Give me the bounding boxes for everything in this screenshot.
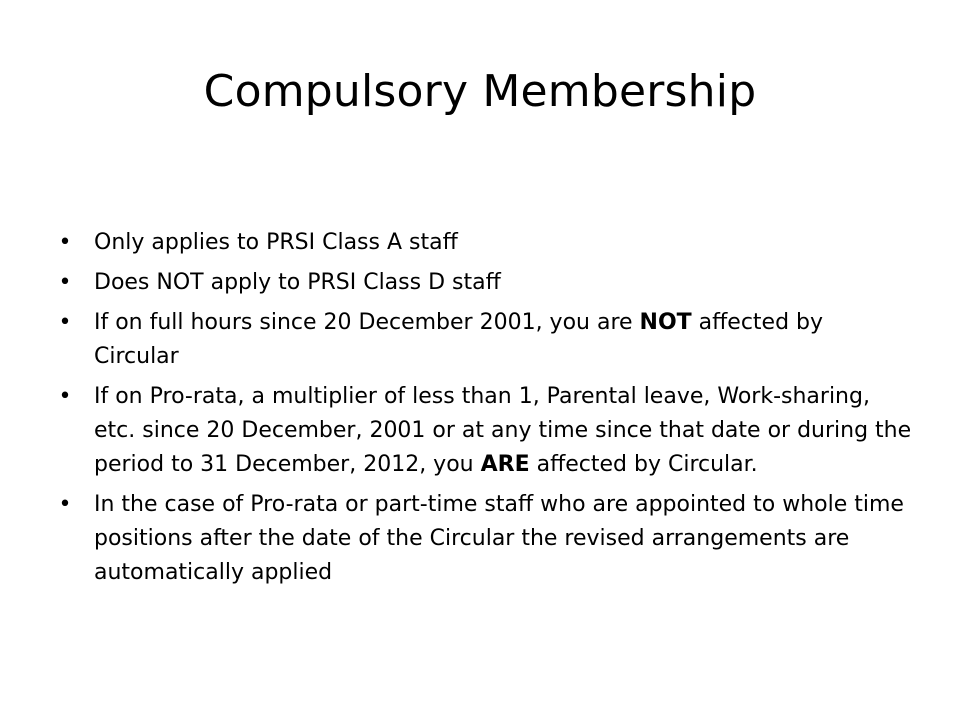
bullet-item-3 [58, 306, 912, 374]
bullet-list [58, 226, 912, 590]
bullet-text-before: If on Pro-rata, a multiplier of less than 1, Parental leave, Work-sharing, etc. since 20 December, 2001 or at any time since that date or during the period to 31 December, 2012, you [94, 384, 912, 477]
bullet-item-5 [58, 488, 912, 590]
bullet-item-2 [58, 266, 912, 300]
bullet-icon: • [58, 310, 72, 335]
bullet-icon: • [58, 230, 72, 255]
bullet-icon: • [58, 384, 72, 409]
bullet-icon: • [58, 270, 72, 295]
bullet-emphasis: NOT [639, 310, 692, 335]
bullet-emphasis: ARE [480, 452, 530, 477]
bullet-text-after: affected by Circular. [529, 452, 758, 477]
bullet-text: In the case of Pro-rata or part-time staff who are appointed to whole time positions after the date of the Circular the revised arrangements are automatically applied [94, 492, 904, 585]
bullet-item-1 [58, 226, 912, 260]
bullet-icon: • [58, 492, 72, 517]
bullet-text: Only applies to PRSI Class A staff [94, 230, 458, 255]
bullet-text-after: affected by Circular [94, 310, 824, 369]
bullet-text: Does NOT apply to PRSI Class D staff [94, 270, 501, 295]
slide-title: Compulsory Membership [203, 66, 757, 117]
bullet-text-before: If on full hours since 20 December 2001, you are [94, 310, 640, 335]
bullet-item-4 [58, 380, 912, 482]
